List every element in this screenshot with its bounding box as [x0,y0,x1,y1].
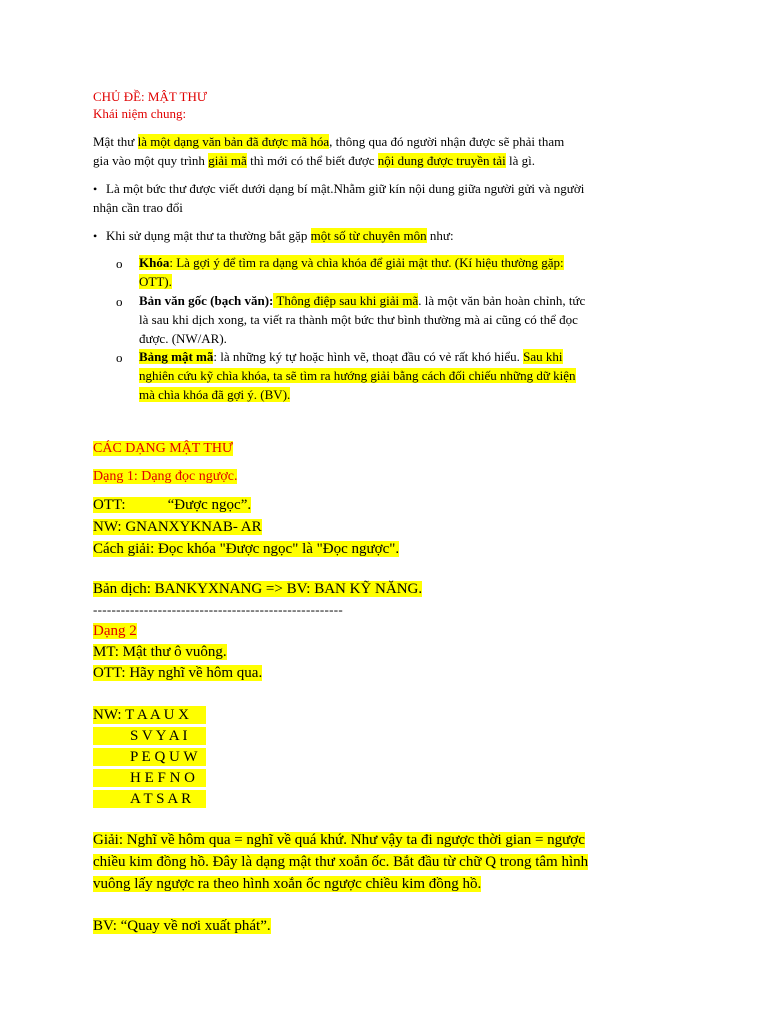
term-bangmatma-line-1: Bảng mật mã: là những ký tự hoặc hình vẽ, thoạt đầu có vẻ rất khó hiểu. Sau khi [139,349,563,364]
dang2-mt: MT: Mật thư ô vuông. [93,644,227,660]
dang2-giai-line-3: vuông lấy ngược ra theo hình xoắn ốc ngược chiều kim đồng hồ. [93,876,482,892]
sub-bullet-icon: o [116,256,123,271]
dang2-giai-line-1: Giải: Nghĩ về hôm qua = nghĩ về quá khứ. Như vậy ta đi ngược thời gian = ngược [93,832,585,848]
bullet-icon: • [93,182,98,196]
term-banvan-line-3: được. (NW/AR). [139,331,227,346]
bullet2-line: Khi sử dụng mật thư ta thường bắt gặp một số từ chuyên môn như: [106,228,454,243]
bullet-icon: • [93,229,98,243]
grid-row: NW: T A A U X [93,706,206,724]
grid-row: S V Y A I [93,727,206,745]
bullet1-line-2: nhận cần trao đổi [93,200,183,215]
page-title: CHỦ ĐỀ: MẬT THƯ [93,89,207,104]
page-subtitle: Khái niệm chung: [93,106,187,121]
term-banvan-line-2: là sau khi dịch xong, ta viết ra thành một bức thư bình thường mà ai cũng có thể đọc [139,312,578,327]
bullet1-line-1: Là một bức thư được viết dưới dạng bí mật.Nhằm giữ kín nội dung giữa người gửi và người [106,181,585,196]
term-khoa-line-1: Khóa: Là gợi ý để tìm ra dạng và chìa khóa để giải mật thư. (Kí hiệu thường gặp: [139,255,564,270]
dang1-bandich: Bản dịch: BANKYXNANG => BV: BAN KỸ NĂNG. [93,581,423,597]
grid-row: H E F N O [93,769,206,787]
separator: ------------------------------------------------------ [93,602,343,617]
term-khoa-line-2: OTT). [139,274,172,289]
dang1-nw: NW: GNANXYKNAB- AR [93,519,262,535]
dang1-heading: Dạng 1: Dạng đọc ngược. [93,469,238,484]
dang2-heading: Dạng 2 [93,623,137,639]
section-title: CÁC DẠNG MẬT THƯ [93,441,233,456]
dang1-ott: OTT: “Được ngọc”. [93,497,252,513]
dang2-ott: OTT: Hãy nghĩ về hôm qua. [93,665,263,681]
grid-row: P E Q U W [93,748,206,766]
dang1-cachgiai: Cách giải: Đọc khóa "Được ngọc" là "Đọc ngược". [93,541,400,557]
sub-bullet-icon: o [116,294,123,309]
sub-bullet-icon: o [116,350,123,365]
intro-line-2: gia vào một quy trình giải mã thì mới có thể biết được nội dung được truyền tải là gì. [93,153,536,168]
grid-row: A T S A R [93,790,206,808]
dang2-bv: BV: “Quay về nơi xuất phát”. [93,918,271,934]
term-bangmatma-line-3: mà chìa khóa đã gợi ý. (BV). [139,387,291,402]
term-banvan-line-1: Bản văn gốc (bạch văn): Thông điệp sau khi giải mã. là một văn bản hoàn chỉnh, tức [139,293,586,308]
term-bangmatma-line-2: nghiên cứu kỹ chìa khóa, ta sẽ tìm ra hướng giải bằng cách đối chiếu những dữ kiện [139,368,576,383]
dang2-giai-line-2: chiều kim đồng hồ. Đây là dạng mật thư xoắn ốc. Bắt đầu từ chữ Q trong tâm hình [93,854,589,870]
intro-line-1: Mật thư là một dạng văn bản đã được mã hóa, thông qua đó người nhận được sẽ phải tham [93,134,565,149]
